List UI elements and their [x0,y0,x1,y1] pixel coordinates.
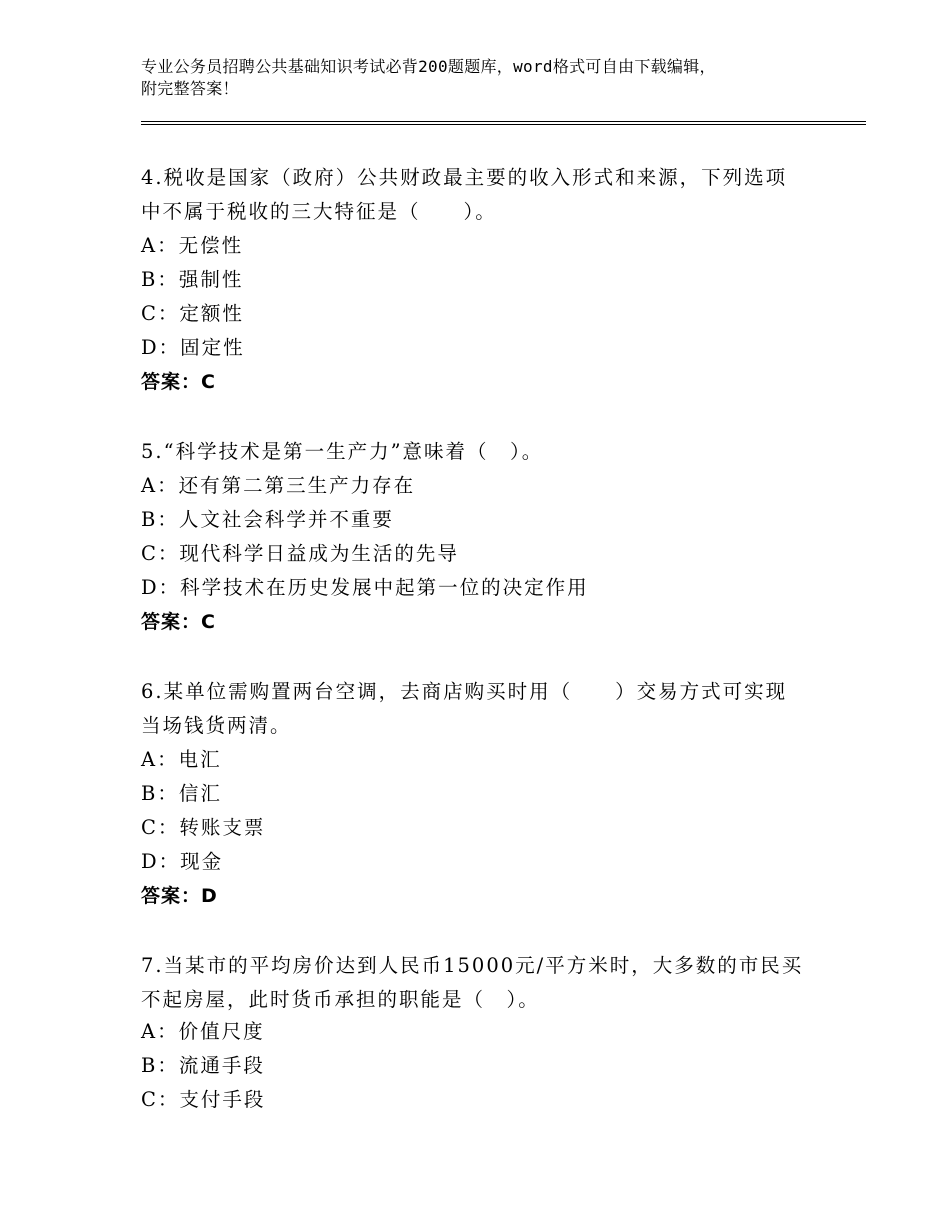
question-5-stem-line-1: 5.“科学技术是第一生产力”意味着（ ）。 [141,440,544,463]
question-4-stem-line-1: 4.税收是国家（政府）公共财政最主要的收入形式和来源，下列选项 [141,166,788,189]
question-6-stem-line-1: 6.某单位需购置两台空调，去商店购买时用（ ）交易方式可实现 [141,680,788,703]
question-6-option-a: A：电汇 [141,748,222,771]
header-line-2: 附完整答案！ [141,79,239,98]
question-4-stem [141,161,821,229]
question-4-stem-line-2: 中不属于税收的三大特征是（ ）。 [141,200,497,223]
question-7-stem-line-2: 不起房屋，此时货币承担的职能是（ ）。 [141,988,540,1011]
header-divider-top [141,121,866,122]
header-line-1: 专业公务员招聘公共基础知识考试必背200题题库，word格式可自由下载编辑， [141,57,716,76]
question-6-option-c: C：转账支票 [141,816,266,839]
question-5-stem [141,435,821,469]
question-4-option-a: A：无偿性 [141,234,244,257]
question-5-option-b: B：人文社会科学并不重要 [141,508,394,531]
question-7-stem [141,949,821,1017]
question-7-option-b: B：流通手段 [141,1054,265,1077]
question-4-answer: 答案：C [141,371,216,393]
document-header [141,56,841,100]
question-5-option-a: A：还有第二第三生产力存在 [141,474,416,497]
question-7-option-c: C：支付手段 [141,1088,266,1111]
question-5-answer: 答案：C [141,611,216,633]
question-6-stem [141,675,821,743]
question-4-option-b: B：强制性 [141,268,244,291]
question-4-option-c: C：定额性 [141,302,244,325]
question-6-answer: 答案：D [141,885,218,907]
question-5-option-c: C：现代科学日益成为生活的先导 [141,542,459,565]
question-6-option-b: B：信汇 [141,782,222,805]
header-divider-bottom [141,124,866,125]
question-6-option-d: D：现金 [141,850,224,873]
question-7-option-a: A：价值尺度 [141,1020,265,1043]
question-5-option-d: D：科学技术在历史发展中起第一位的决定作用 [141,576,589,599]
question-7-stem-line-1: 7.当某市的平均房价达到人民币15000元/平方米时，大多数的市民买 [141,954,804,977]
question-6-stem-line-2: 当场钱货两清。 [141,714,292,737]
question-4-option-d: D：固定性 [141,336,245,359]
